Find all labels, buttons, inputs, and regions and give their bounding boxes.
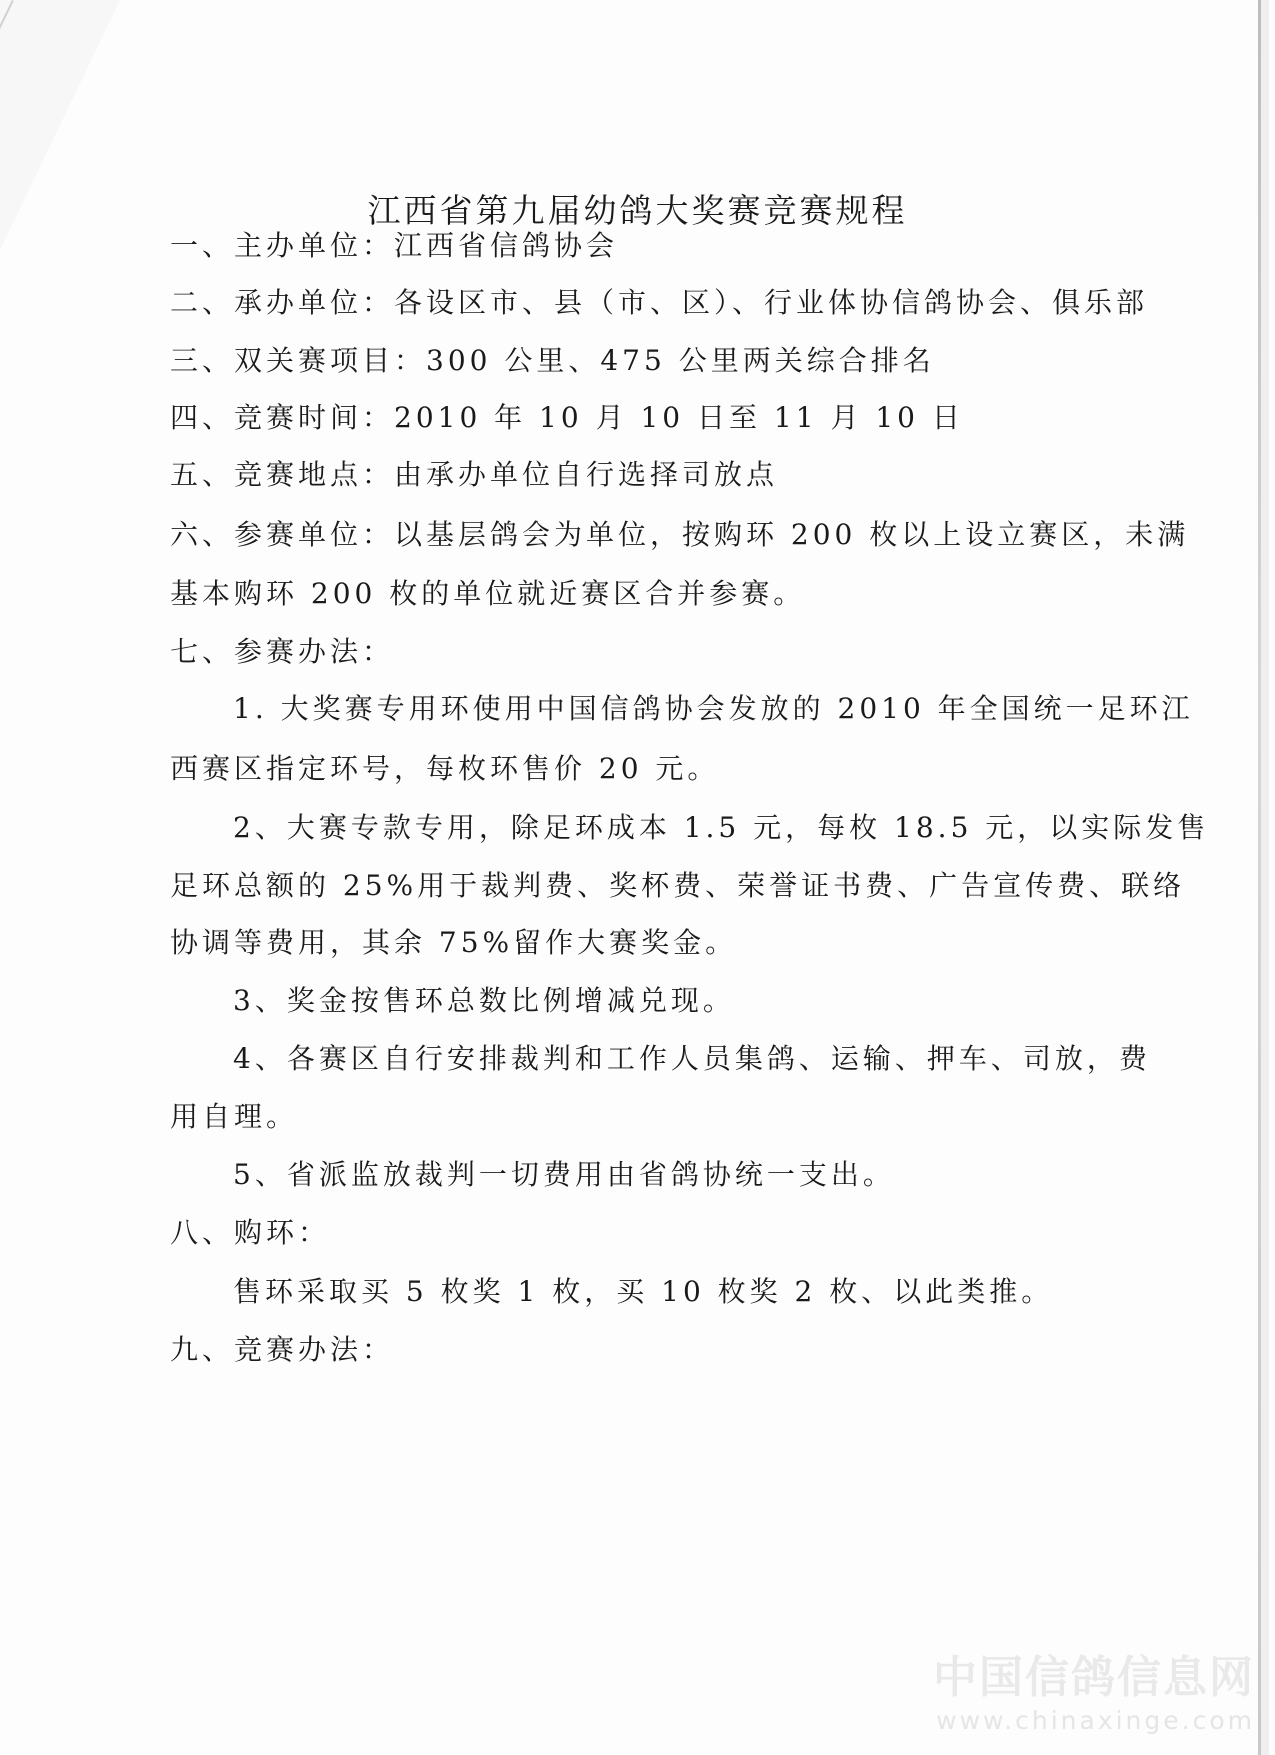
clause-host-units: 二、承办单位：各设区市、县（市、区）、行业体协信鸽协会、俱乐部: [170, 286, 1149, 319]
clause-race-location: 五、竞赛地点：由承办单位自行选择司放点: [170, 458, 779, 491]
clause-participants: 六、参赛单位：以基层鸽会为单位，按购环 200 枚以上设立赛区，未满: [170, 518, 1190, 551]
clause-entry-method: 七、参赛办法：: [170, 635, 395, 668]
ring-purchase-rule: 售环采取买 5 枚奖 1 枚，买 10 枚奖 2 枚、以此类推。: [233, 1275, 1054, 1308]
entry-item-4: 4、各赛区自行安排裁判和工作人员集鸽、运输、押车、司放，费: [233, 1042, 1151, 1075]
entry-item-5: 5、省派监放裁判一切费用由省鸽协统一支出。: [233, 1158, 895, 1191]
watermark-url: www.chinaxinge.com: [936, 1706, 1255, 1735]
clause-race-time: 四、竞赛时间：2010 年 10 月 10 日至 11 月 10 日: [170, 401, 964, 434]
page-edge-shadow: [1261, 0, 1269, 1755]
entry-item-2: 2、大赛专款专用，除足环成本 1.5 元，每枚 18.5 元，以实际发售: [233, 811, 1210, 844]
entry-item-2-cont-a: 足环总额的 25%用于裁判费、奖杯费、荣誉证书费、广告宣传费、联络: [170, 869, 1186, 902]
site-watermark: [933, 1650, 1255, 1736]
document-title: 江西省第九届幼鸽大奖赛竞赛规程: [367, 191, 908, 230]
entry-item-1-cont: 西赛区指定环号，每枚环售价 20 元。: [170, 752, 720, 785]
clause-organizer: 一、主办单位：江西省信鸽协会: [170, 229, 619, 262]
entry-item-2-cont-b: 协调等费用，其余 75%留作大赛奖金。: [170, 926, 738, 959]
entry-item-1: 1. 大奖赛专用环使用中国信鸽协会发放的 2010 年全国统一足环江: [233, 692, 1194, 725]
clause-race-method: 九、竞赛办法：: [170, 1333, 395, 1366]
clause-race-items: 三、双关赛项目：300 公里、475 公里两关综合排名: [170, 344, 935, 377]
page-edge-line: [1258, 0, 1261, 1755]
clause-participants-cont: 基本购环 200 枚的单位就近赛区合并参赛。: [170, 577, 806, 610]
clause-ring-purchase: 八、购环：: [170, 1216, 331, 1249]
watermark-site-name: 中国信鸽信息网: [933, 1652, 1255, 1703]
entry-item-3: 3、奖金按售环总数比例增减兑现。: [233, 984, 735, 1017]
entry-item-4-cont: 用自理。: [170, 1100, 299, 1133]
